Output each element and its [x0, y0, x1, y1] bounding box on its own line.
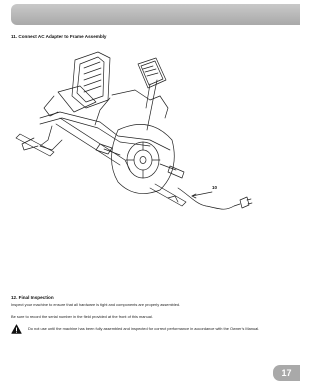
callout-10: 10: [212, 185, 218, 190]
step-12-title: 12. Final Inspection: [11, 295, 54, 300]
warning-text: Do not use until the machine has been fully assembled and inspected for correct performance in accordance with the Owner’s Manual.: [28, 326, 260, 331]
inspection-paragraph: Inspect your machine to ensure that all hardware is tight and components are properly assembled.: [11, 302, 181, 307]
warning-triangle-icon: [11, 324, 22, 334]
step-11-title: 11. Connect AC Adapter to Frame Assembly: [11, 34, 107, 39]
page-number: 17: [273, 365, 300, 381]
serial-number-note: Be sure to record the serial number in the field provided at the front of this manual.: [11, 314, 153, 319]
warning-notice: [11, 323, 291, 343]
